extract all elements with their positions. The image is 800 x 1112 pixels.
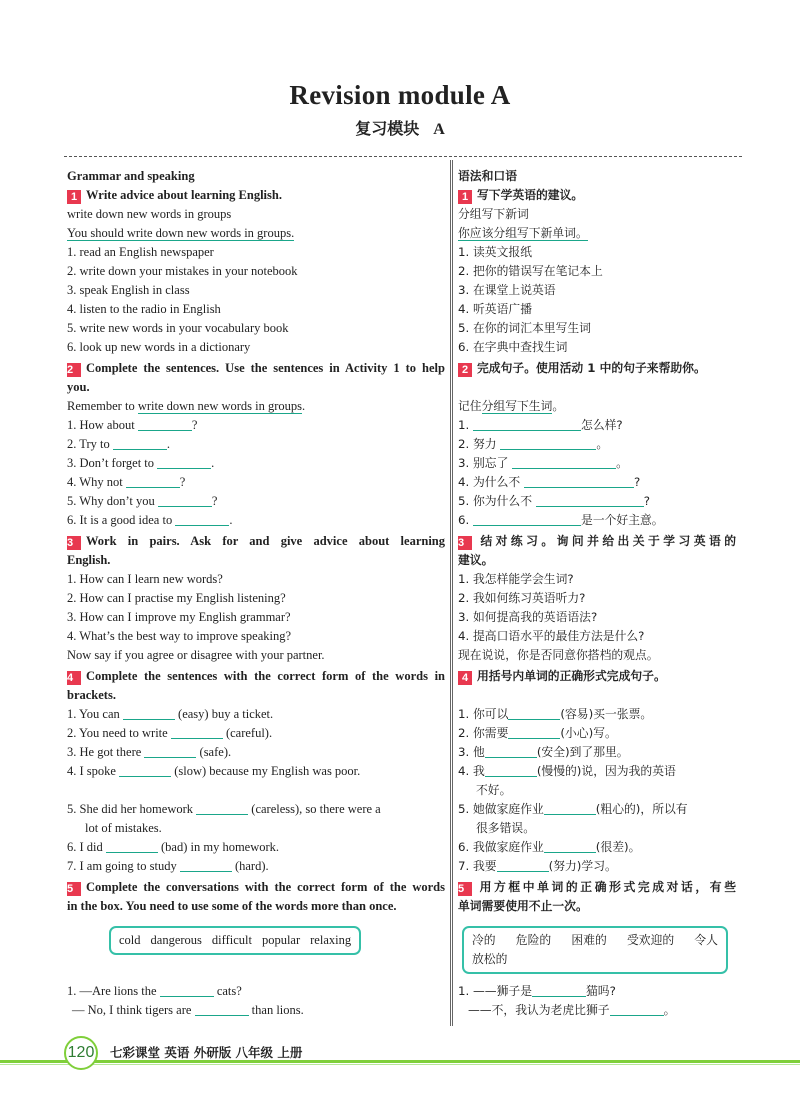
answer-blank[interactable] [157,456,211,469]
footer-text: 七彩课堂 英语 外研版 八年级 上册 [110,1045,303,1060]
list-item: 6. 在字典中查找生词 [458,340,568,354]
answer-blank[interactable] [119,764,171,777]
list-item: 1. 读英文报纸 [458,245,532,259]
word-box-word: 令人 [694,933,718,947]
answer-blank[interactable] [171,726,223,739]
activity-5-instruction-en: 5 Complete the conversations with the correct form of the words [67,880,445,895]
answer-blank[interactable] [473,418,581,431]
activity-number-badge: 2 [458,363,472,377]
word-box-word: difficult [211,933,252,947]
fill-blank-item: 1. How about ? [67,418,198,432]
answer-blank[interactable] [123,707,175,720]
footer-rule-thin [0,1064,800,1065]
activity-number-badge: 3 [67,536,81,550]
activity-5-instruction-cont-cn: 单词需要使用不止一次。 [458,899,588,913]
list-item: 1. How can I learn new words? [67,572,223,586]
answer-blank[interactable] [512,456,616,469]
activity-2-instruction-en: 2 Complete the sentences. Use the sentences in Activity 1 to help [67,361,445,376]
answer-blank[interactable] [473,513,581,526]
fill-blank-item: 5. 你为什么不 ? [458,494,651,508]
activity-5-instruction-cn: 5 用方框中单词的正确形式完成对话，有些 [458,880,736,895]
fill-blank-item: 1. 你可以 (容易)买一张票。 [458,707,653,721]
activity-number-badge: 4 [458,671,472,685]
list-item: 1. 我怎样能学会生词? [458,572,574,586]
answer-blank[interactable] [524,475,634,488]
answer-blank[interactable] [532,984,586,997]
answer-blank[interactable] [175,513,229,526]
activity-5-instruction-cont-en: in the box. You need to use some of the words more than once. [67,899,397,913]
word-box-word: 困难的 [571,933,607,947]
list-item: 4. What’s the best way to improve speaking? [67,629,292,643]
activity-2-example-en: Remember to write down new words in groups. [67,399,306,413]
conversation-line: 1. —Are lions the cats? [67,984,242,998]
activity-1-example-prompt-en: write down new words in groups [67,207,232,221]
answer-blank[interactable] [196,802,248,815]
page-title: Revision module A [289,80,511,110]
column-divider [450,160,453,1026]
answer-blank[interactable] [500,437,596,450]
fill-blank-item: 5. Why don’t you ? [67,494,218,508]
activity-number-badge: 5 [458,882,472,896]
word-box-word: cold [119,933,141,947]
answer-blank[interactable] [160,984,214,997]
word-box-cn [462,926,728,974]
answer-blank[interactable] [485,764,537,777]
activity-1-example-answer-en: You should write down new words in groups. [67,226,295,240]
list-item: 2. How can I practise my English listening? [67,591,286,605]
fill-blank-item: 3. 他 (安全)到了那里。 [458,745,629,759]
fill-blank-item: 6. 是一个好主意。 [458,513,664,527]
fill-blank-item: 5. 她做家庭作业 (粗心的)，所以有 [458,802,688,816]
fill-blank-item: 2. 努力 。 [458,437,609,451]
list-item: 1. read an English newspaper [67,245,214,259]
fill-blank-item-cont: 很多错误。 [476,821,535,835]
answer-blank[interactable] [180,859,232,872]
word-box-word: 冷的 [472,933,496,947]
activity-3-instruction-cn: 3 结对练习。询问并给出关于学习英语的 [458,534,736,549]
activity-2-example-cn: 记住分组写下生词。 [458,399,565,413]
answer-blank[interactable] [508,707,560,720]
fill-blank-item: 5. She did her homework (careless), so there were a [67,802,381,816]
fill-blank-item: 6. I did (bad) in my homework. [67,840,280,854]
fill-blank-item: 4. Why not ? [67,475,186,489]
activity-3-instruction-en: 3 Work in pairs. Ask for and give advice about learning [67,534,445,549]
conversation-line: ——不，我认为老虎比狮子 。 [468,1003,676,1017]
list-item: 3. 在课堂上说英语 [458,283,556,297]
answer-blank[interactable] [544,802,596,815]
activity-2-instruction-cont-en: you. [67,380,90,394]
word-box-word: dangerous [150,933,202,947]
activity-1-instruction-en: 1 Write advice about learning English. [67,186,445,205]
fill-blank-item: 1. 怎么样? [458,418,623,432]
conversation-line: — No, I think tigers are than lions. [72,1003,304,1017]
word-box-word: 放松的 [472,952,508,966]
fill-blank-item: 3. 别忘了 。 [458,456,628,470]
fill-blank-item: 4. I spoke (slow) because my English was poor. [67,764,361,778]
list-item: 5. write new words in your vocabulary book [67,321,289,335]
answer-blank[interactable] [508,726,560,739]
answer-blank[interactable] [126,475,180,488]
fill-blank-item: 2. 你需要 (小心)写。 [458,726,617,740]
subtitle-cn: 复习模块 [355,119,420,138]
list-item: 3. speak English in class [67,283,190,297]
activity-1-example-answer-cn: 你应该分组写下新单词。 [458,226,588,240]
word-box-word: 受欢迎的 [626,933,675,947]
list-item: 2. write down your mistakes in your notebook [67,264,298,278]
answer-blank[interactable] [497,859,549,872]
activity-number-badge: 3 [458,536,472,550]
activity-4-instruction-en: 4 Complete the sentences with the correct form of the words in [67,669,445,684]
fill-blank-item: 4. 我 (慢慢的)说，因为我的英语 [458,764,676,778]
fill-blank-item: 6. 我做家庭作业 (很差)。 [458,840,641,854]
activity-number-badge: 1 [67,190,81,204]
list-item: 2. 把你的错误写在笔记本上 [458,264,603,278]
list-item: 5. 在你的词汇本里写生词 [458,321,591,335]
activity-number-badge: 4 [67,671,81,685]
activity-number-badge: 2 [67,363,81,377]
page-subtitle [0,116,800,139]
fill-blank-item: 2. You need to write (careful). [67,726,273,740]
conversation-line: 1. ——狮子是 猫吗? [458,984,616,998]
fill-blank-item: 6. It is a good idea to . [67,513,233,527]
top-divider [64,156,742,157]
section-title-cn: 语法和口语 [458,169,517,183]
list-item: 3. How can I improve my English grammar? [67,610,291,624]
word-box-word: relaxing [310,933,352,947]
answer-blank[interactable] [113,437,167,450]
activity-1-example-prompt-cn: 分组写下新词 [458,207,529,221]
fill-blank-item: 7. I am going to study (hard). [67,859,269,873]
word-box-en [109,926,361,955]
answer-blank[interactable] [536,494,644,507]
activity-3-instruction-cont-cn: 建议。 [458,553,494,567]
answer-blank[interactable] [544,840,596,853]
list-item: 3. 如何提高我的英语语法? [458,610,598,624]
activity-4-instruction-cn: 4 用括号内单词的正确形式完成句子。 [458,667,736,686]
answer-blank[interactable] [610,1003,664,1016]
list-item: 4. 听英语广播 [458,302,532,316]
fill-blank-item: 2. Try to . [67,437,170,451]
fill-blank-item: 3. He got there (safe). [67,745,232,759]
list-item: 2. 我如何练习英语听力? [458,591,586,605]
answer-blank[interactable] [106,840,158,853]
activity-2-instruction-cn: 2 完成句子。使用活动 1 中的句子来帮助你。 [458,359,736,378]
word-box-word: popular [261,933,301,947]
answer-blank[interactable] [158,494,212,507]
activity-number-badge: 5 [67,882,81,896]
fill-blank-item: 7. 我要 (努力)学习。 [458,859,617,873]
word-box-word: 危险的 [515,933,552,947]
activity-number-badge: 1 [458,190,472,204]
activity-1-instruction-cn: 1 写下学英语的建议。 [458,186,736,205]
list-item: 4. listen to the radio in English [67,302,221,316]
fill-blank-item-cont: 不好。 [476,783,512,797]
answer-blank[interactable] [485,745,537,758]
fill-blank-item: 1. You can (easy) buy a ticket. [67,707,274,721]
activity-3-instruction-cont-en: English. [67,553,111,567]
page-number: 120 [64,1036,98,1070]
section-title-en: Grammar and speaking [67,169,195,183]
fill-blank-item-cont: lot of mistakes. [85,821,162,835]
activity-4-instruction-cont-en: brackets. [67,688,116,702]
answer-blank[interactable] [144,745,196,758]
list-item: 6. look up new words in a dictionary [67,340,251,354]
fill-blank-item: 4. 为什么不 ? [458,475,641,489]
answer-blank[interactable] [195,1003,249,1016]
fill-blank-item: 3. Don’t forget to . [67,456,215,470]
answer-blank[interactable] [138,418,192,431]
activity-3-note-en: Now say if you agree or disagree with your partner. [67,648,325,662]
list-item: 4. 提高口语水平的最佳方法是什么? [458,629,645,643]
subtitle-letter: A [433,121,445,138]
activity-3-note-cn: 现在说说，你是否同意你搭档的观点。 [458,648,659,662]
